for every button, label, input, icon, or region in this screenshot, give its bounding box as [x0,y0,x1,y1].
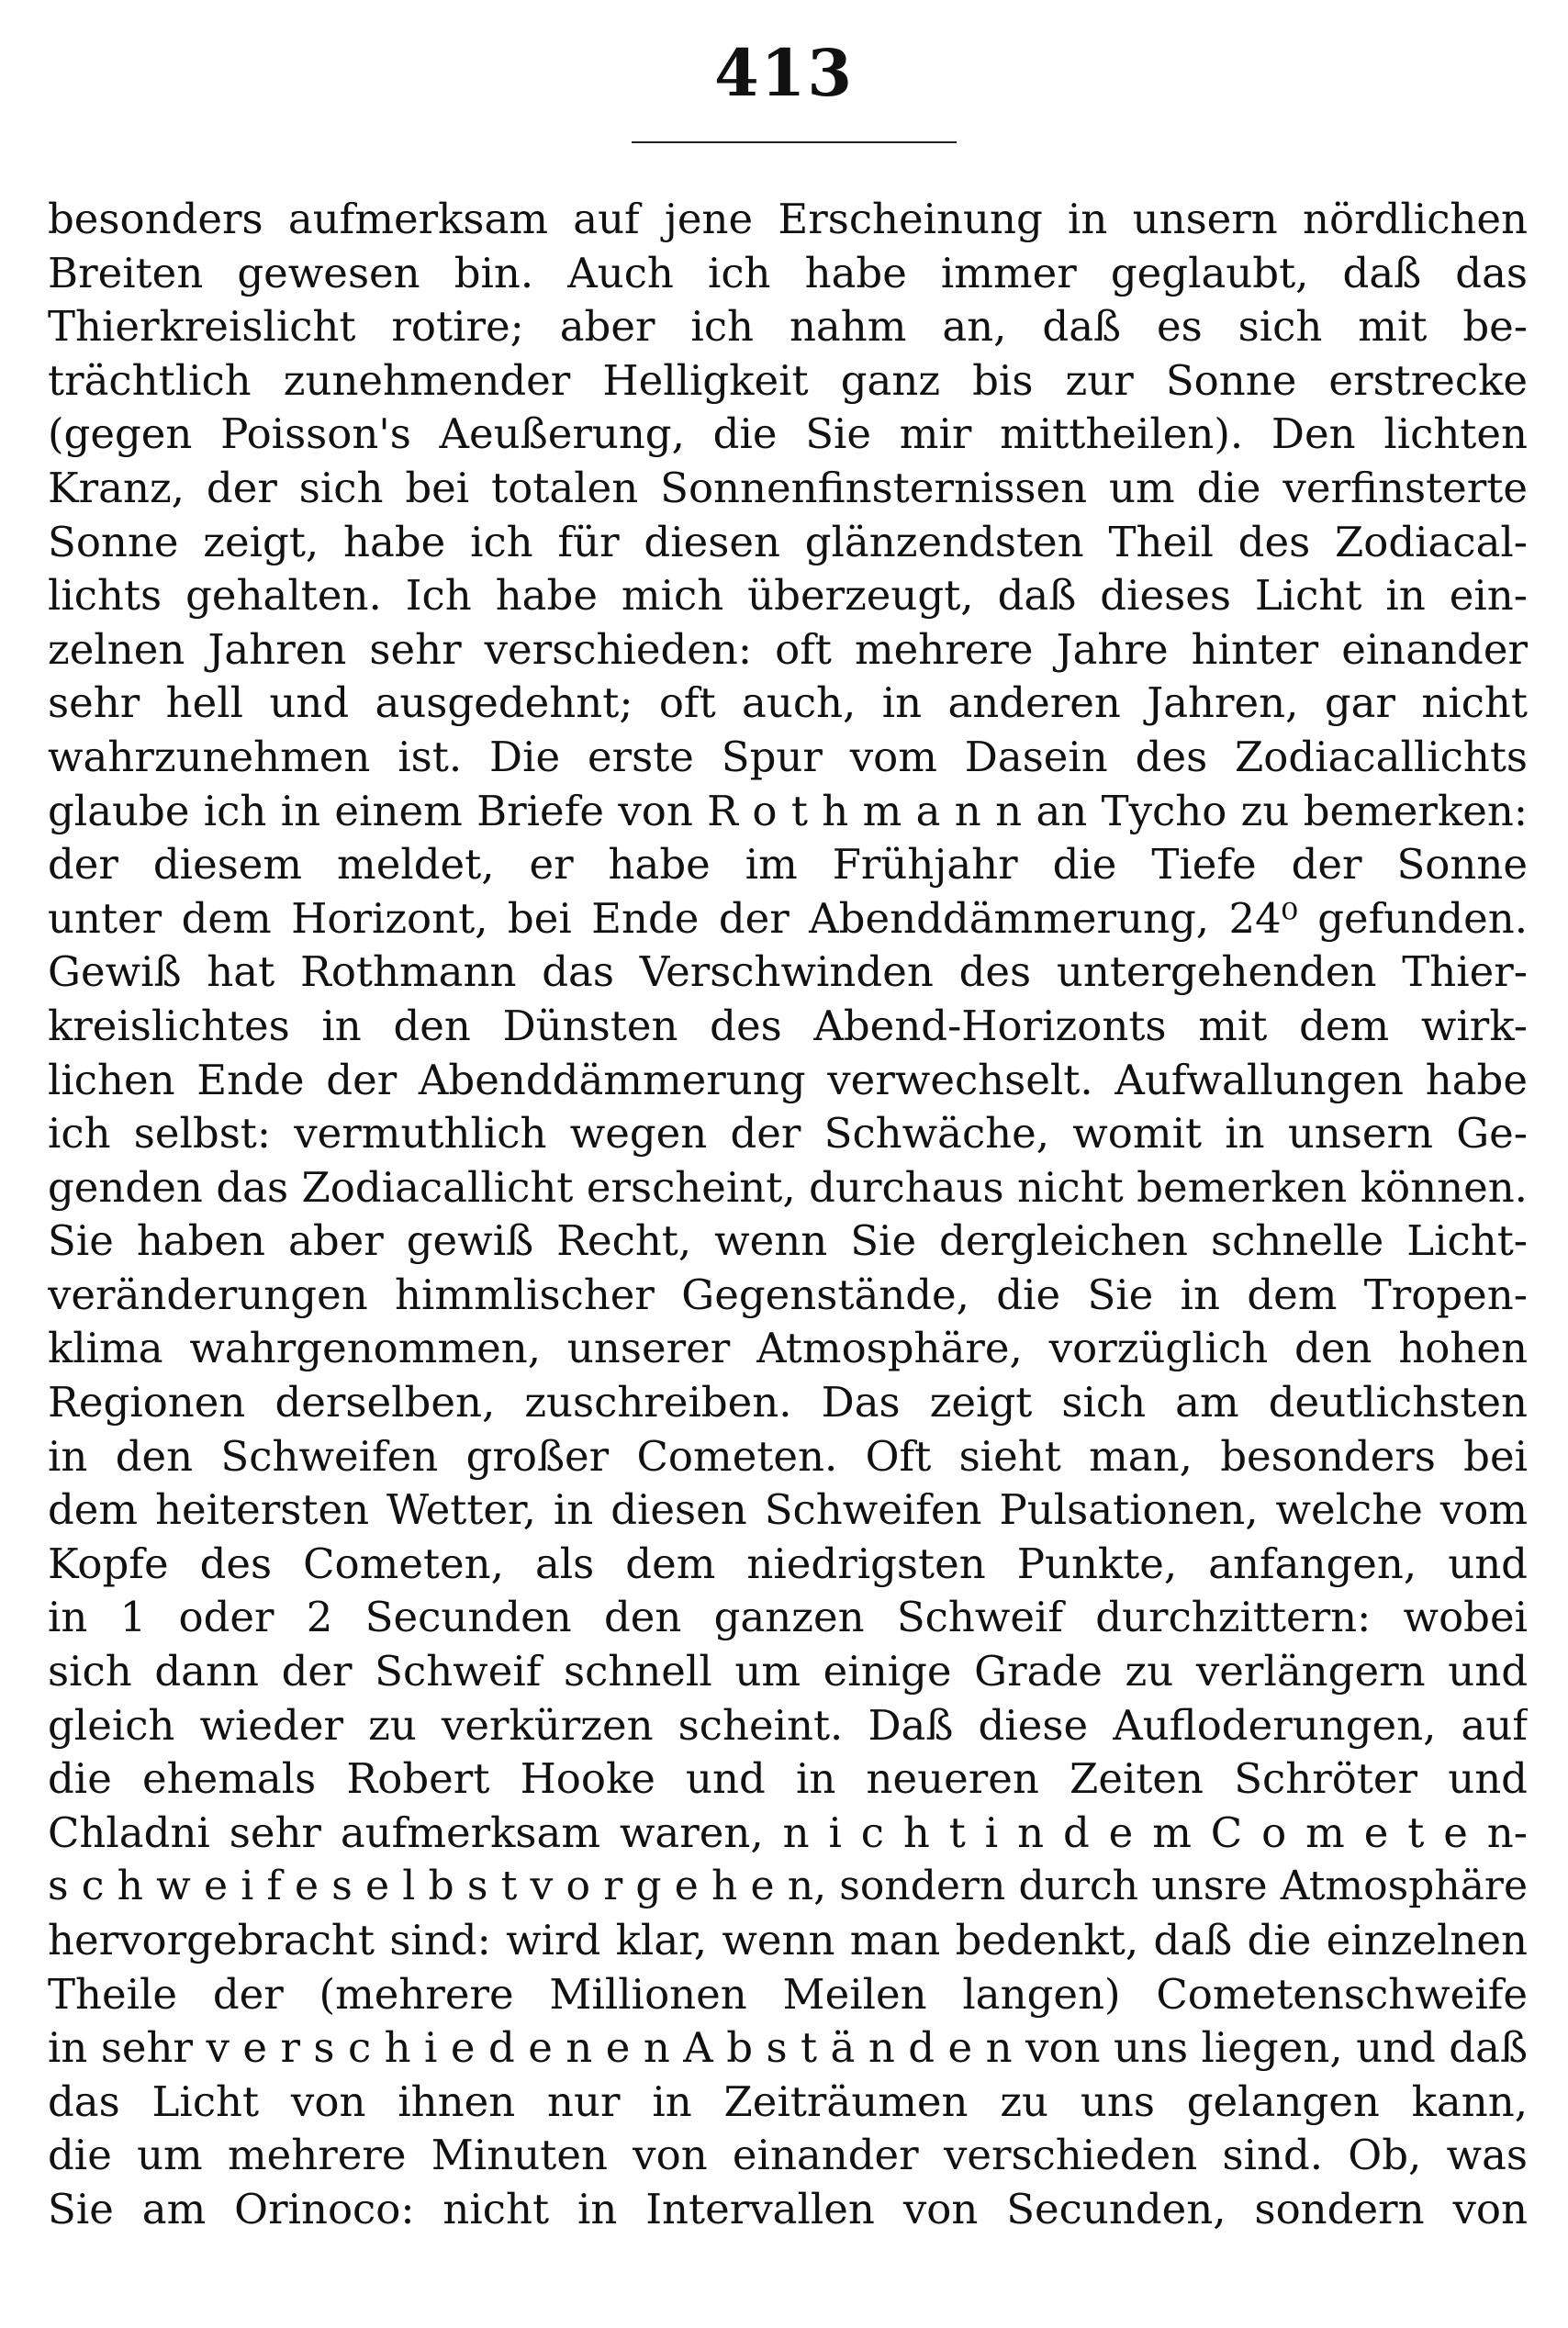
text-line: Theile der (mehrere Millionen Meilen langen) Cometenschweife [48,1969,1528,2019]
text-line: trächtlich zunehmender Helligkeit ganz bis zur Sonne erstrecke [48,355,1528,405]
text-line: Breiten gewesen bin. Auch ich habe immer geglaubt, daß das [48,248,1528,297]
text-line: Thierkreislicht rotire; aber ich nahm an, daß es sich mit be- [48,302,1528,352]
text-line: sich dann der Schweif schnell um einige Grade zu verlängern und [48,1647,1528,1696]
text-line: ich selbst: vermuthlich wegen der Schwäche, womit in unsern Ge- [48,1109,1528,1158]
text-line: (gegen Poisson's Aeußerung, die Sie mir mittheilen). Den lichten [48,409,1528,459]
text-line: in sehr v e r s c h i e d e n e n A b s t ä n d e n von uns liegen, und daß [48,2023,1528,2073]
text-line: lichts gehalten. Ich habe mich überzeugt, daß dieses Licht in ein- [48,571,1528,621]
text-line: gleich wieder zu verkürzen scheint. Daß diese Aufloderungen, auf [48,1700,1528,1750]
text-line: die um mehrere Minuten von einander verschieden sind. Ob, was [48,2131,1528,2180]
text-line: der diesem meldet, er habe im Frühjahr die Tiefe der Sonne [48,840,1528,890]
text-line: genden das Zodiacallicht erscheint, durchaus nicht bemerken können. [48,1162,1528,1212]
text-line: hervorgebracht sind: wird klar, wenn man bedenkt, daß die einzelnen [48,1916,1528,1964]
text-line: das Licht von ihnen nur in Zeiträumen zu uns gelangen kann, [48,2076,1528,2126]
text-line: Regionen derselben, zuschreiben. Das zeigt sich am deutlichsten [48,1378,1528,1427]
header-rule [632,141,957,143]
text-line: Kopfe des Cometen, als dem niedrigsten Punkte, anfangen, und [48,1539,1528,1588]
text-line: zelnen Jahren sehr verschieden: oft mehrere Jahre hinter einander [48,624,1528,674]
text-line: in den Schweifen großer Cometen. Oft sieht man, besonders bei [48,1431,1528,1481]
text-line: Sie am Orinoco: nicht in Intervallen von Secunden, sondern von [48,2184,1528,2233]
text-line: dem heitersten Wetter, in diesen Schweifen Pulsationen, welche vom [48,1485,1528,1535]
text-line: lichen Ende der Abenddämmerung verwechselt. Aufwallungen habe [48,1055,1528,1104]
text-line: klima wahrgenommen, unserer Atmosphäre, vorzüglich den hohen [48,1324,1528,1373]
text-line: Sie haben aber gewiß Recht, wenn Sie dergleichen schnelle Licht- [48,1216,1528,1266]
text-line: glaube ich in einem Briefe von R o t h m a n n an Tycho zu bemerken: [48,786,1528,835]
text-line: wahrzunehmen ist. Die erste Spur vom Dasein des Zodiacallichts [48,732,1528,781]
text-line: unter dem Horizont, bei Ende der Abenddämmerung, 24⁰ gefunden. [48,893,1528,943]
text-line: in 1 oder 2 Secunden den ganzen Schweif durchzittern: wobei [48,1593,1528,1642]
text-line: veränderungen himmlischer Gegenstände, die Sie in dem Tropen- [48,1270,1528,1319]
text-line: Sonne zeigt, habe ich für diesen glänzendsten Theil des Zodiacal- [48,517,1528,566]
text-line: die ehemals Robert Hooke und in neueren Zeiten Schröter und [48,1754,1528,1804]
text-line: s c h w e i f e s e l b s t v o r g e h e n, sondern durch unsre Atmosphäre [48,1863,1528,1910]
text-line: Kranz, der sich bei totalen Sonnenfinsternissen um die verfinsterte [48,463,1528,512]
text-line: Gewiß hat Rothmann das Verschwinden des untergehenden Thier- [48,947,1528,997]
text-line: kreislichtes in den Dünsten des Abend-Horizonts mit dem wirk- [48,1001,1528,1050]
text-line: sehr hell und ausgedehnt; oft auch, in anderen Jahren, gar nicht [48,678,1528,728]
body-text [48,193,1528,2237]
text-line: besonders aufmerksam auf jene Erscheinung in unsern nördlichen [48,195,1528,243]
page-number: 413 [713,35,855,111]
text-line: Chladni sehr aufmerksam waren, n i c h t i n d e m C o m e t e n- [48,1808,1528,1857]
